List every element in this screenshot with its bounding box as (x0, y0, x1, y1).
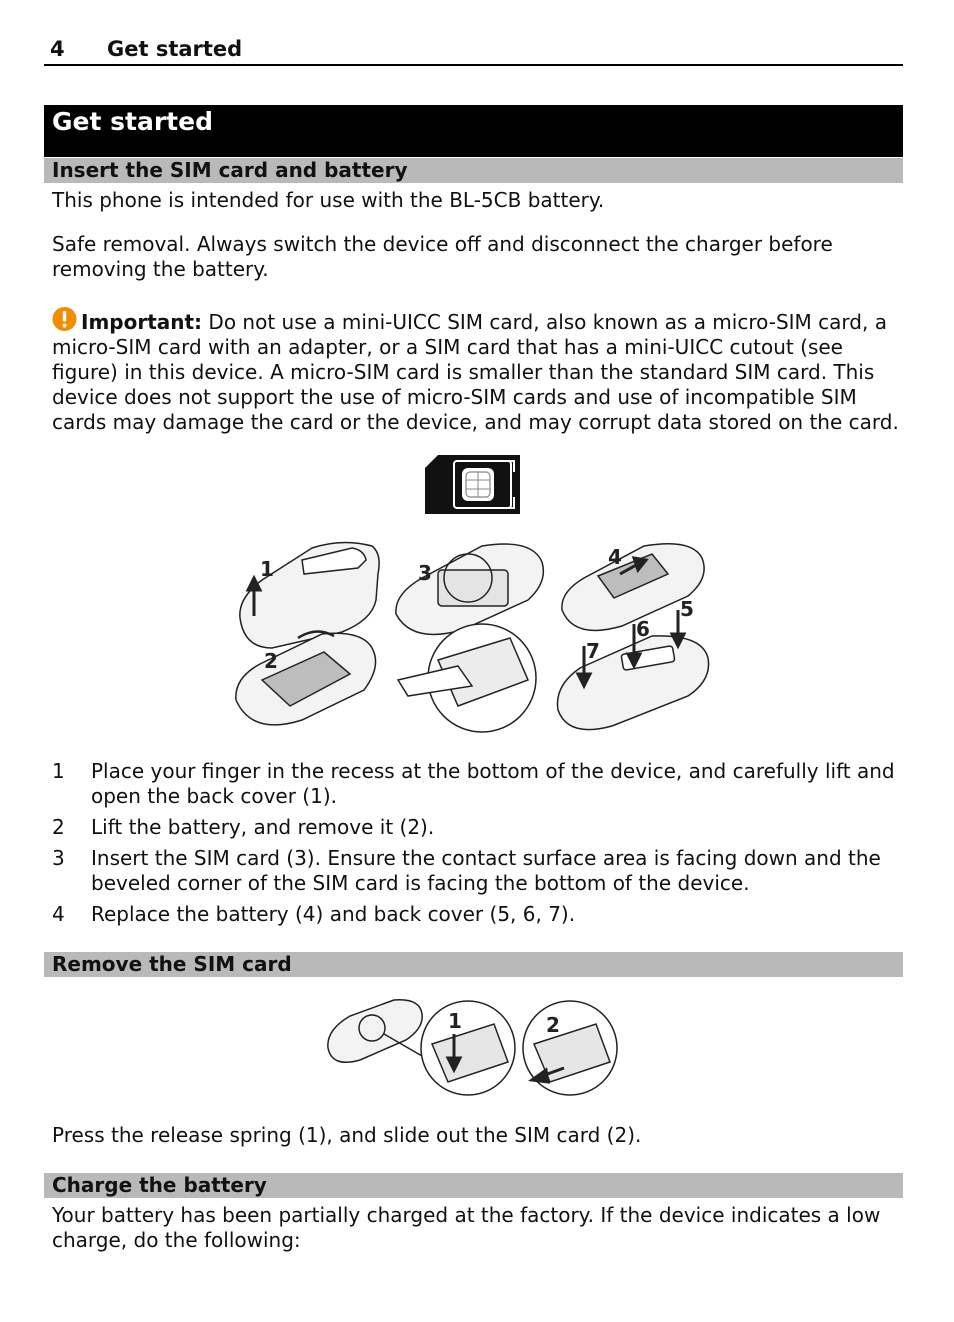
step-number: 3 (52, 846, 65, 870)
step-number: 2 (52, 815, 65, 839)
callout-1: 1 (448, 1009, 462, 1033)
callout-4: 4 (608, 545, 622, 569)
important-label: Important: (81, 310, 203, 334)
sim-card-cutout-figure (424, 454, 522, 516)
callout-6: 6 (636, 617, 650, 641)
running-title: Get started (107, 37, 243, 61)
insert-sim-battery-figure (232, 540, 714, 735)
battery-intro: This phone is intended for use with the BL-5CB battery. (52, 188, 605, 212)
callout-3: 3 (418, 561, 432, 585)
section-heading-charge (44, 1173, 903, 1198)
chapter-title-bar (44, 105, 903, 157)
page-number: 4 (50, 37, 65, 61)
step-text: Lift the battery, and remove it (2). (91, 815, 435, 839)
warning-exclamation-icon (52, 307, 77, 331)
safe-removal-note: Safe removal. Always switch the device off and disconnect the charger before removing the battery. (52, 232, 833, 281)
callout-7: 7 (586, 639, 600, 663)
remove-sim-figure (324, 996, 618, 1100)
insert-steps-list (52, 759, 902, 933)
step-text: Replace the battery (4) and back cover (5, 6, 7). (91, 902, 576, 926)
callout-2: 2 (264, 649, 278, 673)
step-text: Insert the SIM card (3). Ensure the contact surface area is facing down and the beveled corner of the SIM card is facing the bottom of the device. (91, 846, 881, 895)
section-title: Insert the SIM card and battery (52, 158, 408, 182)
running-header (44, 36, 903, 66)
list-item (52, 815, 902, 840)
charge-intro: Your battery has been partially charged at the factory. If the device indicates a low charge, do the following: (52, 1203, 881, 1252)
callout-5: 5 (680, 597, 694, 621)
step-number: 1 (52, 759, 65, 783)
important-text: Do not use a mini-UICC SIM card, also known as a micro-SIM card, a micro-SIM card with an adapter, or a SIM card that has a mini-UICC cutout (see figure) in this device. A micro-SIM card is smaller than the standard SIM card. This device does not support the use of micro-SIM cards and use of incompatible SIM cards may damage the card or the device, and may corrupt data stored on the card. (52, 310, 899, 434)
list-item (52, 759, 902, 809)
list-item (52, 846, 902, 896)
section-title: Charge the battery (52, 1173, 267, 1197)
step-number: 4 (52, 902, 65, 926)
remove-sim-instructions: Press the release spring (1), and slide out the SIM card (2). (52, 1123, 642, 1147)
callout-1: 1 (260, 557, 274, 581)
step-text: Place your finger in the recess at the bottom of the device, and carefully lift and open the back cover (1). (91, 759, 895, 808)
important-notice (52, 307, 902, 435)
list-item (52, 902, 902, 927)
callout-2: 2 (546, 1013, 560, 1037)
section-heading-remove-sim (44, 952, 903, 977)
chapter-title: Get started (52, 107, 213, 136)
section-title: Remove the SIM card (52, 952, 292, 976)
section-heading-insert (44, 158, 903, 183)
